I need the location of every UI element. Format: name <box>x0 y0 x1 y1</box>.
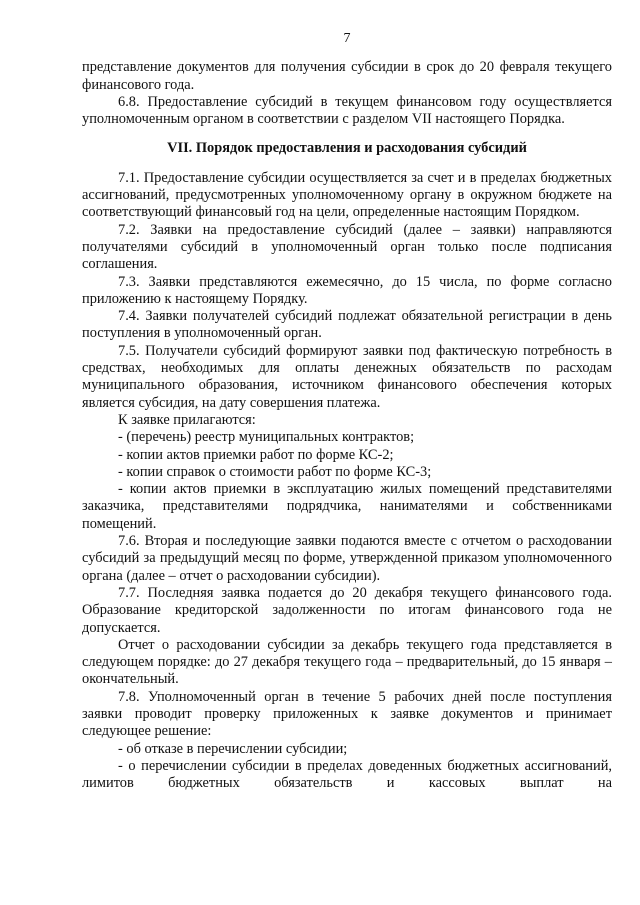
attachment-item-2: - копии актов приемки работ по форме КС-2; <box>118 446 394 463</box>
page-number: 7 <box>343 31 351 46</box>
paragraph-continuation: представление документов для получения субсидии в срок до 20 февраля текущего финансового года. <box>82 59 612 93</box>
paragraph-7-5: 7.5. Получатели субсидий формируют заявки под фактическую потребность в средствах, необходимых для оплаты денежных обязательств по расходам муниципального образования, источником финансового обеспечения которых является субсидия, на дату совершения платежа. <box>82 342 612 411</box>
paragraph-6-8: 6.8. Предоставление субсидий в текущем финансовом году осуществляется уполномоченным органом в соответствии с разделом VII настоящего Порядка. <box>82 93 612 128</box>
paragraph-december-report: Отчет о расходовании субсидии за декабрь текущего года представляется в следующем порядке: до 27 декабря текущего года – предварительный, до 15 января – окончательный. <box>82 636 612 688</box>
attachment-item-1: - (перечень) реестр муниципальных контрактов; <box>118 429 415 446</box>
decision-item-2: - о перечислении субсидии в пределах доведенных бюджетных ассигнований, лимитов бюджетных обязательств и кассовых выплат на <box>82 757 612 792</box>
paragraph-7-1: 7.1. Предоставление субсидии осуществляется за счет и в пределах бюджетных ассигнований, предусмотренных уполномоченному органу в окружном бюджете на соответствующий финансовый год на цели, определенные настоящим Порядком. <box>82 169 612 221</box>
paragraph-7-4: 7.4. Заявки получателей субсидий подлежат обязательной регистрации в день поступления в уполномоченный орган. <box>82 308 612 342</box>
paragraph-7-3: 7.3. Заявки представляются ежемесячно, до 15 числа, по форме согласно приложению к настоящему Порядку. <box>82 273 612 307</box>
document-page <box>82 30 612 792</box>
attachment-item-3: - копии справок о стоимости работ по форме КС-3; <box>118 463 432 480</box>
paragraph-7-2: 7.2. Заявки на предоставление субсидий (далее – заявки) направляются получателями субсидий в уполномоченный орган только после подписания соглашения. <box>82 221 612 273</box>
decision-item-1: - об отказе в перечислении субсидии; <box>118 740 348 757</box>
attachments-intro: К заявке прилагаются: <box>118 411 256 428</box>
paragraph-7-7: 7.7. Последняя заявка подается до 20 декабря текущего финансового года. Образование кредиторской задолженности по итогам финансового года не допускается. <box>82 584 612 636</box>
paragraph-7-6: 7.6. Вторая и последующие заявки подаются вместе с отчетом о расходовании субсидий за предыдущий месяц по форме, утвержденной приказом уполномоченного органа (далее – отчет о расходовании субсидии). <box>82 533 612 584</box>
attachment-item-4: - копии актов приемки в эксплуатацию жилых помещений представителями заказчика, представителями подрядчика, нанимателями и собственниками помещений. <box>82 481 612 532</box>
paragraph-7-8: 7.8. Уполномоченный орган в течение 5 рабочих дней после поступления заявки проводит проверку приложенных к заявке документов и принимает следующее решение: <box>82 688 612 740</box>
section-heading: VII. Порядок предоставления и расходования субсидий <box>167 140 527 157</box>
